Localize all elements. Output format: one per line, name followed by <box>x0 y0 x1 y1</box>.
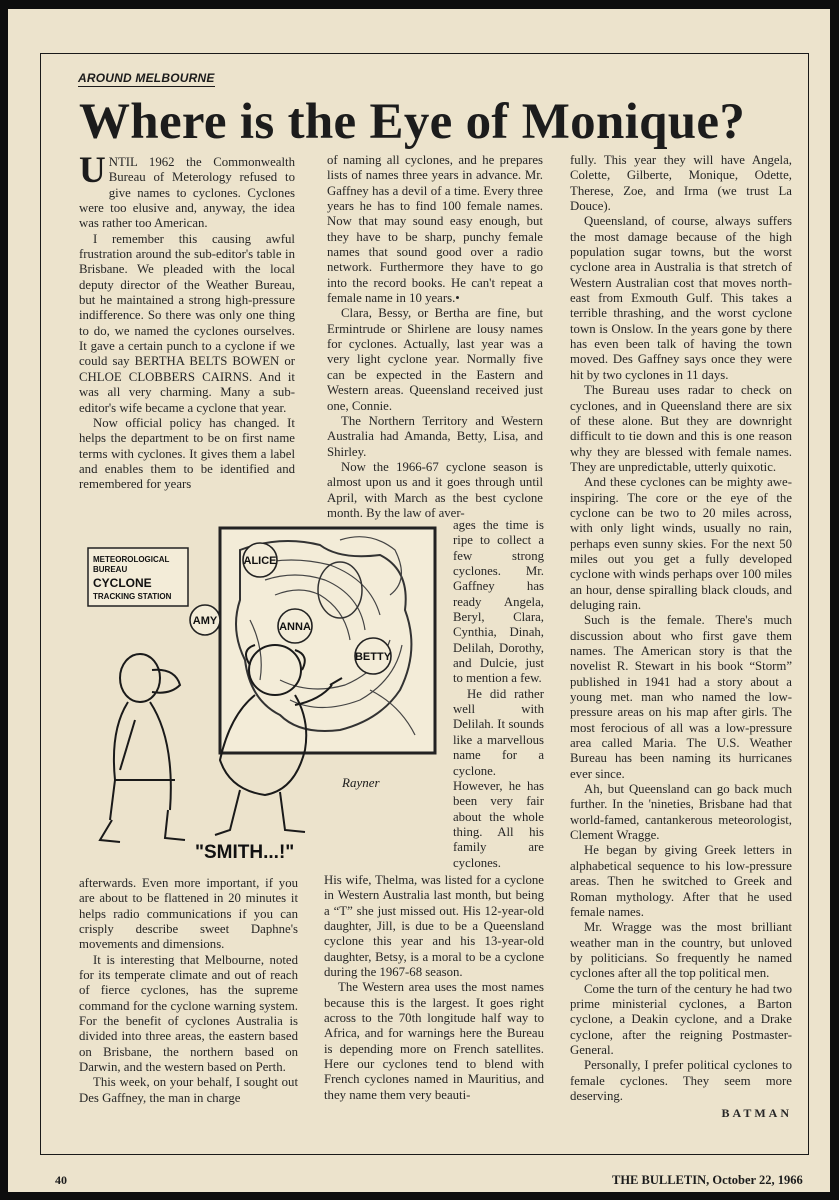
cyclone-name-anna: ANNA <box>279 621 311 633</box>
paragraph: Such is the female. There's much discussion about who first gave them names. The American story is that the novelist R. Stewart in his book “Storm” published in 1941 had a story about a young met. man who named the low-pressure areas on his map after girls. The most ferocious of all was a low-pressure area called Maria. The U.S. Weather Bureau has been naming its hurricanes ever since. <box>570 613 792 781</box>
page-number: 40 <box>55 1173 67 1187</box>
paragraph: Ah, but Queensland can go back much further. In the 'nineties, Brisbane had that world-famed, cantankerous meteorologist, Clement Wragge. <box>570 782 792 843</box>
paragraph: Come the turn of the century he had two prime ministerial cyclones, a Barton cyclone, a Deakin cyclone, and a Drake cyclone, after the reigning Postmaster-General. <box>570 981 792 1057</box>
paragraph: Queensland, of course, always suffers the most damage because of the high population sugar towns, but the worst cyclone area in Australia is that stretch of Western Australian cost that moves north-east from Exmouth Gulf. This takes a terrible thrashing, and the worst cyclone town is Onslow. In the years gone by there has even been talk of having the town moved. Des Gaffney says once they were hit by two cyclones in 11 days. <box>570 214 792 382</box>
svg-text:METEOROLOGICAL: METEOROLOGICAL <box>93 555 170 564</box>
svg-text:CYCLONE: CYCLONE <box>93 576 152 590</box>
paragraph: Now official policy has changed. It helps the department to be on first name terms with cyclones. It gives them a label and enables them to be identified and remembered for years <box>79 415 295 492</box>
cyclone-cartoon <box>80 520 444 870</box>
paragraph: He began by giving Greek letters in alphabetical sequence to his low-pressure areas. Then he switched to Greek and Roman mythology. After that he used female names. <box>570 843 792 919</box>
cartoon-caption: "SMITH...!" <box>195 842 295 863</box>
column-1 <box>79 150 295 493</box>
paragraph: Mr. Wragge was the most brilliant weather man in the country, but unloved by politicians. So frequently he named cyclones after all the top political men. <box>570 920 792 981</box>
drop-cap: U <box>79 150 106 191</box>
publication-line: THE BULLETIN, October 22, 1966 <box>612 1173 803 1187</box>
column-1-lower <box>79 876 298 1106</box>
column-3 <box>570 153 792 1122</box>
svg-text:TRACKING STATION: TRACKING STATION <box>93 592 172 601</box>
column-2 <box>327 153 543 521</box>
paragraph: It is interesting that Melbourne, noted for its temperate climate and out of reach of fierce cyclones, has the supreme command for the cyclone warning system. For the benefit of cyclones Australia is divided into three areas, the eastern based on Brisbane, the northern based on Darwin, and the western based on Perth. <box>79 952 298 1075</box>
paragraph: of naming all cyclones, and he prepares lists of names three years in advance. Mr. Gaffney has a devil of a time. Every three years he has to find 100 female names. Now that may sound easy enough, but they have to be sharp, punchy female names that sound good over a radio network. Furthermore they have to go into the record books. He can't repeat a female name in 10 years.• <box>327 153 543 306</box>
cyclone-name-betty: BETTY <box>354 651 392 663</box>
artist-signature: Rayner <box>342 775 380 790</box>
cyclone-name-alice: ALICE <box>243 555 277 567</box>
column-2-lower <box>324 873 544 1103</box>
paragraph: afterwards. Even more important, if you are about to be flattened in 20 minutes it helps radio communications if you can crisply describe sweet Daphne's movements and dimensions. <box>79 876 298 952</box>
paragraph: fully. This year they will have Angela, Colette, Gilberte, Monique, Odette, Therese, Zoe, and Irma (we trust La Douce). <box>570 153 792 214</box>
paragraph: ages the time is ripe to collect a few strong cyclones. Mr. Gaffney has ready Angela, Beryl, Clara, Cynthia, Dinah, Delilah, Dorothy, and Dulcie, just to mention a few. <box>453 518 544 686</box>
paragraph: UNTIL 1962 the Commonwealth Bureau of Meterology refused to give names to cyclones. Cyclones were too elusive and, anyway, the idea was rather too American. <box>79 150 295 231</box>
paragraph: And these cyclones can be mighty awe-inspiring. The core or the eye of the cyclone can be two to 20 miles across, with only light winds, usually no rain, perhaps even sunny skies. For the next 50 miles out you get a fully developed cyclone with winds perhaps over 100 miles an hour, dense spiralling black clouds, and deluging rain. <box>570 475 792 612</box>
paragraph: The Northern Territory and Western Australia had Amanda, Betty, Lisa, and Shirley. <box>327 413 543 459</box>
paragraph: He did rather well with Delilah. It sounds like a marvellous name for a cyclone. However, he has been very fair about the whole thing. All his family are cyclones. <box>453 686 544 870</box>
paragraph: The Bureau uses radar to check on cyclones, and in Queensland there are six of these alone. But they are downright difficult to tie down and this is one reason why they are blessed with female names. They are unpredictable, utterly quixotic. <box>570 383 792 474</box>
paragraph: The Western area uses the most names because this is the largest. It goes right across to the 70th longitude half way to Africa, and for warnings here the Bureau is depending more on French satellites. Here our cyclones tend to blend with French cyclones named in Mauritius, and they name them very beauti- <box>324 980 544 1102</box>
shouting-man-figure <box>100 654 185 842</box>
paragraph: This week, on your behalf, I sought out Des Gaffney, the man in charge <box>79 1075 298 1105</box>
paragraph: His wife, Thelma, was listed for a cyclone in Western Australia last month, but being a “T” she just missed out. His 12-year-old daughter, Jill, is due to be a Queensland cyclone this year and his 13-year-old daughter, Betsy, is a moral to be a cyclone during the 1967-68 season. <box>324 873 544 980</box>
paragraph: Clara, Bessy, or Bertha are fine, but Ermintrude or Shirlene are lousy names for cyclones. Actually, last year was a very light cyclone year. Normally five can be expected in the Eastern and Western areas. Queensland received just one, Connie. <box>327 306 543 413</box>
paragraph: Personally, I prefer political cyclones to female cyclones. They seem more deserving. <box>570 1058 792 1103</box>
column-2-wrap <box>453 518 544 871</box>
headline: Where is the Eye of Monique? <box>79 94 746 150</box>
cyclone-name-amy: AMY <box>192 615 218 627</box>
bureau-sign <box>88 548 188 606</box>
svg-text:BUREAU: BUREAU <box>93 565 128 574</box>
section-label: AROUND MELBOURNE <box>78 71 215 85</box>
paragraph: I remember this causing awful frustration around the sub-editor's table in Brisbane. We pleaded with the local deputy director of the Weather Bureau, but he maintained a strong high-pressure indifference. So there was only one thing to do, we named the cyclones ourselves. It gave a certain punch to a cyclone if we could say BERTHA BELTS BOWEN or CHLOE CLOBBERS CAIRNS. And it was all very charming. Many a sub-editor's wife became a cyclone that year. <box>79 231 295 415</box>
paragraph: Now the 1966-67 cyclone season is almost upon us and it goes through until April, with March as the best cyclone month. By the law of aver- <box>327 459 543 520</box>
byline: BATMAN <box>721 1106 792 1121</box>
